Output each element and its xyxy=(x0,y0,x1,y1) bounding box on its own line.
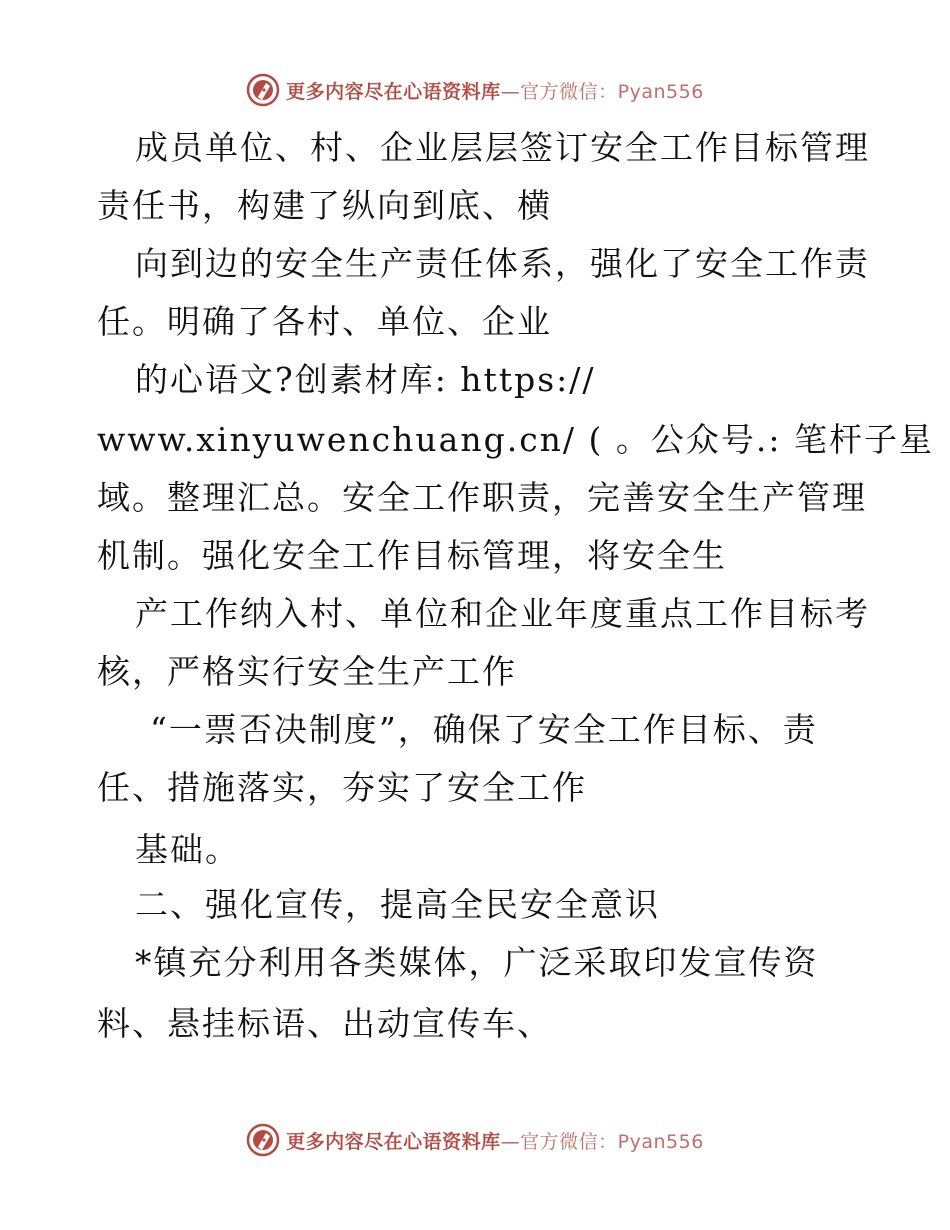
text-line: 成员单位、村、企业层层签订安全工作目标管理 xyxy=(135,128,870,167)
banner-wechat: 官方微信：Pyan556 xyxy=(520,80,704,103)
banner-brand: 更多内容尽在心语资料库 xyxy=(286,1130,501,1153)
text-line: 域。整理汇总。安全工作职责，完善安全生产管理 xyxy=(97,478,867,517)
text-line: 任。明确了各村、单位、企业 xyxy=(97,302,552,341)
text-line: www.xinyuwenchuang.cn/ ( 。公众号.: 笔杆子星 xyxy=(97,420,934,459)
text-line: “一票否决制度”，确保了安全工作目标、责 xyxy=(150,710,818,749)
text-line: 的心语文?创素材库: https:// xyxy=(135,360,596,399)
text-line: 机制。强化安全工作目标管理，将安全生 xyxy=(97,536,727,575)
banner-text xyxy=(286,1127,704,1154)
banner-dash: — xyxy=(500,80,521,103)
text-line: 核，严格实行安全生产工作 xyxy=(97,652,517,691)
text-line: 责任书，构建了纵向到底、横 xyxy=(97,186,552,225)
banner-dash: — xyxy=(500,1130,521,1153)
pen-nib-logo-icon xyxy=(246,1123,280,1157)
text-line: *镇充分利用各类媒体，广泛采取印发宣传资 xyxy=(135,943,819,982)
header-banner xyxy=(0,72,950,108)
footer-banner xyxy=(0,1122,950,1158)
text-line: 任、措施落实，夯实了安全工作 xyxy=(97,768,587,807)
banner-wechat: 官方微信：Pyan556 xyxy=(520,1130,704,1153)
text-line: 基础。 xyxy=(135,830,240,869)
section-heading: 二、强化宣传，提高全民安全意识 xyxy=(135,885,660,924)
pen-nib-logo-icon xyxy=(246,73,280,107)
text-line: 向到边的安全生产责任体系，强化了安全工作责 xyxy=(135,244,870,283)
text-line: 料、悬挂标语、出动宣传车、 xyxy=(97,1004,552,1043)
text-line: 产工作纳入村、单位和企业年度重点工作目标考 xyxy=(135,594,870,633)
banner-brand: 更多内容尽在心语资料库 xyxy=(286,80,501,103)
banner-text xyxy=(286,77,704,104)
